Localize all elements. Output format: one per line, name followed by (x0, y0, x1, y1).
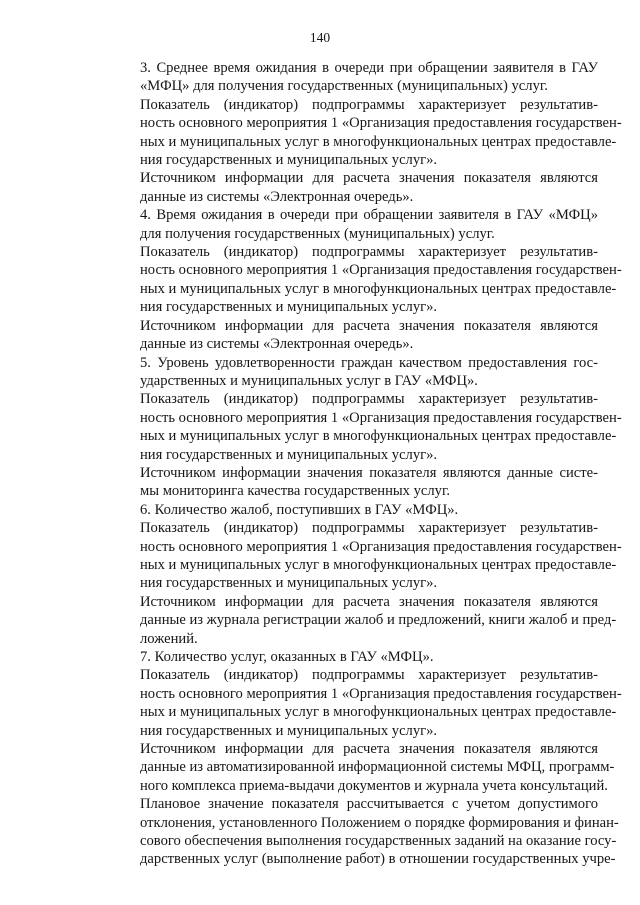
text-line: ния государственных и муниципальных услуг». (140, 299, 438, 316)
text-line: ложений. (140, 630, 198, 647)
text-line: мы мониторинга качества государственных услуг. (140, 483, 450, 500)
paragraph (117, 666, 622, 740)
paragraph (117, 593, 617, 648)
text-line: ударственных и муниципальных услуг в ГАУ «МФЦ». (140, 372, 478, 389)
text-line: для получения государственных (муниципальных) услуг. (140, 225, 495, 242)
text-line: ных и муниципальных услуг в многофункциональных центрах предоставле- (140, 704, 617, 721)
text-line: ных и муниципальных услуг в многофункциональных центрах предоставле- (140, 428, 617, 445)
text-line: данные из системы «Электронная очередь». (140, 188, 414, 205)
text-line: 5. Уровень удовлетворенности граждан качеством предоставления гос- (140, 354, 598, 371)
text-line: ных и муниципальных услуг в многофункциональных центрах предоставле- (140, 133, 617, 150)
text-line: Источником информации для расчета значения показателя являются (140, 593, 598, 610)
text-line: ния государственных и муниципальных услуг». (140, 446, 438, 463)
text-line: ния государственных и муниципальных услуг». (140, 575, 438, 592)
paragraph (117, 59, 598, 96)
text-line: ного комплекса приема-выдачи документов и журнала учета консультаций. (140, 777, 608, 794)
text-line: дарственных услуг (выполнение работ) в отношении государственных учре- (140, 851, 616, 868)
paragraph (117, 390, 622, 464)
paragraph (117, 243, 622, 317)
text-line: Показатель (индикатор) подпрограммы характеризует результатив- (140, 96, 598, 113)
text-line: Источником информации значения показателя являются данные систе- (140, 464, 598, 481)
text-line: 4. Время ожидания в очереди при обращении заявителя в ГАУ «МФЦ» (140, 207, 598, 224)
text-line: ния государственных и муниципальных услуг». (140, 152, 438, 169)
text-line: 3. Среднее время ожидания в очереди при обращении заявителя в ГАУ (140, 60, 598, 76)
text-line: Показатель (индикатор) подпрограммы характеризует результатив- (140, 391, 598, 408)
paragraph (117, 317, 598, 354)
text-line: ность основного мероприятия 1 «Организация предоставления государствен- (140, 115, 622, 132)
text-line: Показатель (индикатор) подпрограммы характеризует результатив- (140, 667, 598, 684)
paragraph (117, 169, 598, 206)
text-line: сового обеспечения выполнения государственных заданий на оказание госу- (140, 833, 617, 850)
text-line: данные из системы «Электронная очередь». (140, 336, 414, 353)
paragraph (117, 519, 622, 593)
paragraph (117, 501, 598, 519)
text-line: «МФЦ» для получения государственных (муниципальных) услуг. (140, 78, 548, 95)
paragraph (117, 648, 598, 666)
paragraph (117, 740, 615, 795)
text-line: отклонения, установленного Положением о порядке формирования и финан- (140, 814, 619, 831)
text-line: 7. Количество услуг, оказанных в ГАУ «МФЦ». (140, 649, 434, 665)
text-line: ность основного мероприятия 1 «Организация предоставления государствен- (140, 262, 622, 279)
paragraph (117, 206, 598, 243)
text-line: ных и муниципальных услуг в многофункциональных центрах предоставле- (140, 556, 617, 573)
text-line: Источником информации для расчета значения показателя являются (140, 741, 598, 758)
text-line: 6. Количество жалоб, поступивших в ГАУ «МФЦ». (140, 501, 459, 518)
document-body (117, 59, 622, 869)
paragraph (117, 795, 619, 869)
text-line: Показатель (индикатор) подпрограммы характеризует результатив- (140, 244, 598, 261)
page-number: 140 (309, 30, 331, 45)
text-line: ния государственных и муниципальных услуг». (140, 722, 438, 739)
text-line: Плановое значение показателя рассчитывается с учетом допустимого (140, 796, 598, 813)
text-line: данные из автоматизированной информационной системы МФЦ, программ- (140, 759, 615, 776)
text-line: ность основного мероприятия 1 «Организация предоставления государствен- (140, 538, 622, 555)
paragraph (117, 464, 598, 501)
text-line: данные из журнала регистрации жалоб и предложений, книги жалоб и пред- (140, 612, 617, 629)
text-line: Показатель (индикатор) подпрограммы характеризует результатив- (140, 520, 598, 537)
text-line: ных и муниципальных услуг в многофункциональных центрах предоставле- (140, 280, 617, 297)
paragraph (117, 96, 622, 170)
paragraph (117, 354, 598, 391)
text-line: ность основного мероприятия 1 «Организация предоставления государствен- (140, 685, 622, 702)
text-line: Источником информации для расчета значения показателя являются (140, 170, 598, 187)
text-line: Источником информации для расчета значения показателя являются (140, 317, 598, 334)
text-line: ность основного мероприятия 1 «Организация предоставления государствен- (140, 409, 622, 426)
